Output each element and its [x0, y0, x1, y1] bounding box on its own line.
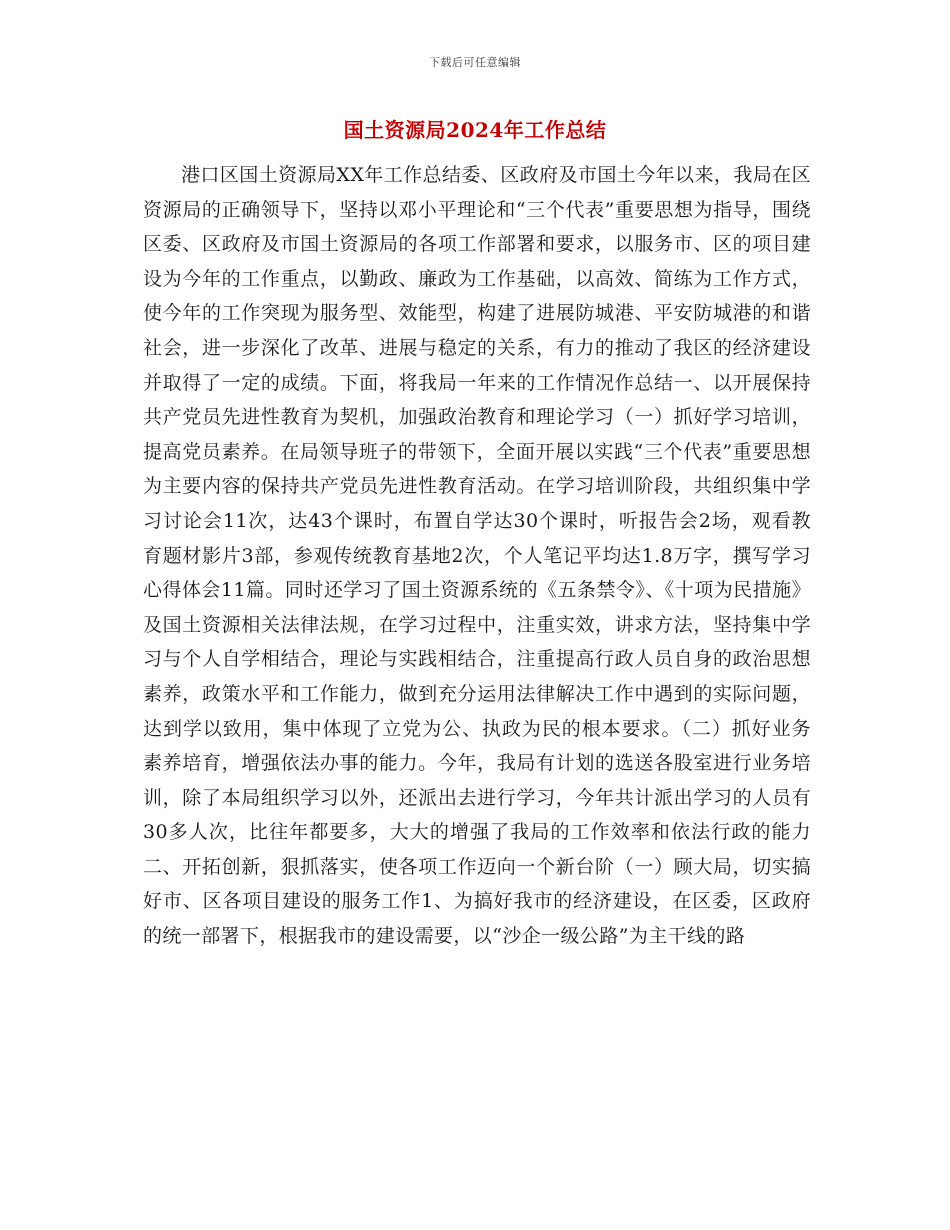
header-note: 下载后可任意编辑	[429, 56, 521, 69]
body-paragraph: 港口区国土资源局XX年工作总结委、区政府及市国土今年以来，我局在区资源局的正确领导下，坚持以邓小平理论和“三个代表”重要思想为指导，围绕区委、区政府及市国土资源局的各项工作部署和要求，以服务市、区的项目建设为今年的工作重点，以勤政、廉政为工作基础，以高效、简练为工作方式，使今年的工作突现为服务型、效能型，构建了进展防城港、平安防城港的和谐社会，进一步深化了改革、进展与稳定的关系，有力的推动了我区的经济建设并取得了一定的成绩。下面，将我局一年来的工作情况作总结一、以开展保持共产党员先进性教育为契机，加强政治教育和理论学习（一）抓好学习培训，提高党员素养。在局领导班子的带领下，全面开展以实践“三个代表”重要思想为主要内容的保持共产党员先进性教育活动。在学习培训阶段，共组织集中学习讨论会11次，达43个课时，布置自学达30个课时，听报告会2场，观看教育题材影片3部，参观传统教育基地2次，个人笔记平均达1.8万字，撰写学习心得体会11篇。同时还学习了国土资源系统的《五条禁令》、《十项为民措施》及国土资源相关法律法规，在学习过程中，注重实效，讲求方法，坚持集中学习与个人自学相结合，理论与实践相结合，注重提高行政人员自身的政治思想素养，政策水平和工作能力，做到充分运用法律解决工作中遇到的实际问题，达到学以致用，集中体现了立党为公、执政为民的根本要求。（二）抓好业务素养培育，增强依法办事的能力。今年，我局有计划的选送各股室进行业务培训，除了本局组织学习以外，还派出去进行学习，今年共计派出学习的人员有30多人次，比往年都要多，大大的增强了我局的工作效率和依法行政的能力二、开拓创新，狠抓落实，使各项工作迈向一个新台阶（一）顾大局，切实搞好市、区各项目建设的服务工作1、为搞好我市的经济建设，在区委，区政府的统一部署下，根据我市的建设需要，以“沙企一级公路”为主干线的路	[143, 164, 811, 948]
document-title: 国土资源局2024年工作总结	[343, 118, 607, 142]
